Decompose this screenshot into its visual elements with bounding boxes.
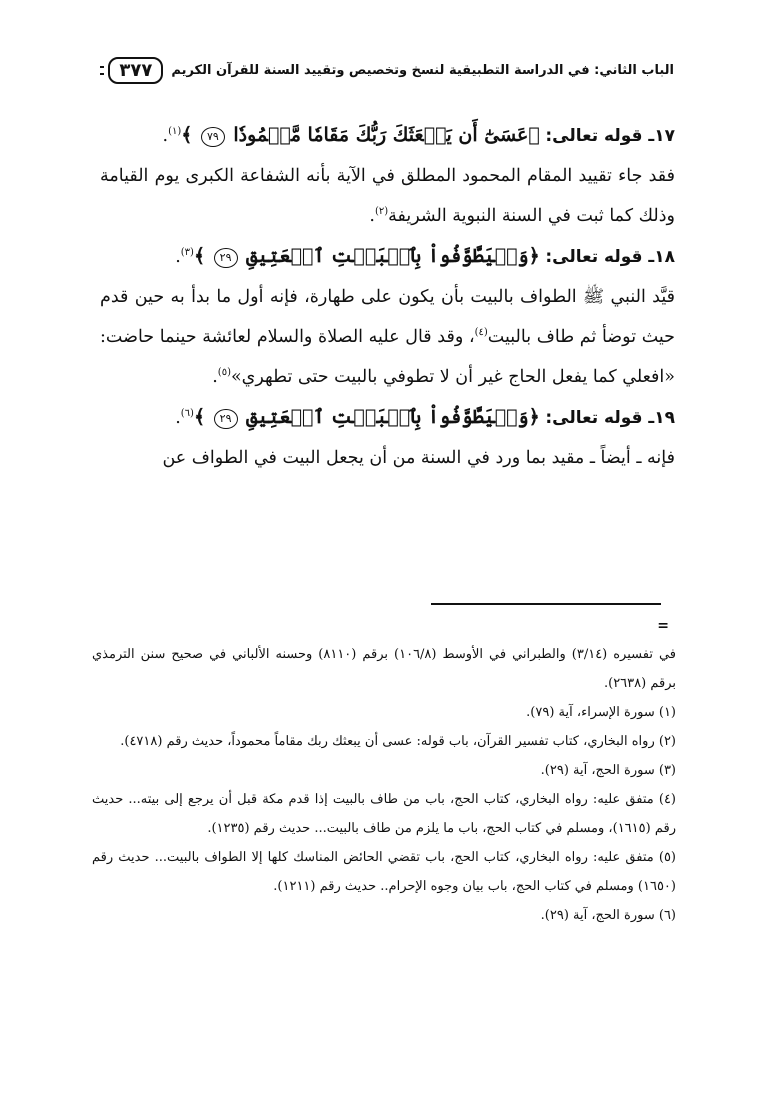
paragraph-17-end: . bbox=[369, 206, 375, 226]
footnote-2: (٢) رواه البخاري، كتاب تفسير القرآن، باب قوله: عسى أن يبعثك ربك مقاماً محموداً، حديث رقم (٤٧١٨). bbox=[120, 734, 676, 749]
item-18-label: ١٨ـ قوله تعالى: bbox=[545, 247, 675, 267]
footnote-3: (٣) سورة الحج، آية (٢٩). bbox=[540, 763, 676, 778]
footnote-ref: (٤) bbox=[474, 327, 488, 339]
ayah-number-marker: ٧٩ bbox=[201, 127, 225, 147]
footnotes bbox=[92, 640, 676, 930]
footnote-ref: (٢) bbox=[374, 206, 389, 218]
verse-close-bracket: ﴾ bbox=[181, 124, 193, 146]
running-header bbox=[100, 50, 674, 90]
paragraph-18-text-2: ، وقد قال عليه الصلاة والسلام لعائشة حينما حاضت: «افعلي كما يفعل الحاج غير أن لا تطوفي بالبيت حتى تطهري» bbox=[100, 327, 675, 387]
paragraph-17-text: فقد جاء تقييد المقام المحمود المطلق في الآية بأنه الشفاعة الكبرى يوم القيامة وذلك كما ثبت في السنة النبوية الشريفة bbox=[100, 166, 675, 226]
footnote-5: (٥) متفق عليه: رواه البخاري، كتاب الحج، باب تقضي الحائض المناسك كلها إلا الطواف بالبيت... حديث رقم (١٦٥٠) ومسلم في كتاب الحج، باب بيان وجوه الإحرام.. حديث رقم (١٢١١). bbox=[92, 850, 676, 894]
header-title: الباب الثاني: في الدراسة التطبيقية لنسخ وتخصيص وتقييد السنة للقرآن الكريم bbox=[171, 62, 674, 78]
paragraph-17 bbox=[100, 156, 675, 236]
header-tail-rule bbox=[100, 66, 104, 75]
ayah-number-marker: ٢٩ bbox=[214, 409, 238, 429]
item-17-verse: ﴿عَسَىٰٓ أَن يَبۡعَثَكَ رَبُّكَ مَقَامٗا مَّحۡمُودٗا bbox=[233, 124, 540, 146]
footnote-ref: (١) bbox=[168, 126, 182, 138]
item-19 bbox=[100, 397, 675, 438]
item-18 bbox=[100, 236, 675, 277]
footnote-4: (٤) متفق عليه: رواه البخاري، كتاب الحج، باب من طاف بالبيت إذا قدم مكة قبل أن يرجع إلى بيته... حديث رقم (١٦١٥)، ومسلم في كتاب الحج، باب ما يلزم من طاف بالبيت... حديث رقم (١٢٣٥). bbox=[92, 792, 676, 836]
footnote-ref: (٣) bbox=[180, 247, 194, 259]
footnote-continuation: في تفسيره (٣/١٤) والطبراني في الأوسط (١٠٦/٨) برقم (٨١١٠) وحسنه الألباني في صحيح سنن الترمذي برقم (٢٦٣٨). bbox=[92, 647, 676, 691]
verse-close-bracket: ﴾ bbox=[193, 406, 206, 428]
paragraph-19 bbox=[100, 438, 675, 478]
item-17-end: . bbox=[162, 126, 169, 146]
footnote-6: (٦) سورة الحج، آية (٢٩). bbox=[540, 908, 676, 923]
verse-close-bracket: ﴾ bbox=[193, 245, 206, 267]
page-number: ٣٧٧ bbox=[108, 57, 163, 84]
paragraph-18 bbox=[100, 277, 675, 397]
item-19-label: ١٩ـ قوله تعالى: bbox=[545, 408, 675, 428]
footnote-ref: (٥) bbox=[217, 367, 231, 379]
item-17 bbox=[100, 115, 675, 156]
footnote-ref: (٦) bbox=[180, 408, 194, 420]
main-text bbox=[100, 115, 675, 478]
item-19-verse: ﴿وَلۡيَطَّوَّفُواْ بِٱلۡبَيۡتِ ٱلۡعَتِيقِ bbox=[246, 406, 540, 428]
paragraph-18-text-1: قيَّد النبي ﷺ الطواف بالبيت بأن يكون على طهارة، فإنه أول ما بدأ به حين قدم حيث توضأ ثم طاف بالبيت bbox=[100, 287, 675, 347]
item-19-end: . bbox=[175, 408, 181, 428]
footnote-continuation-mark: = bbox=[657, 618, 669, 634]
paragraph-19-text: فإنه ـ أيضاً ـ مقيد بما ورد في السنة من أن يجعل البيت في الطواف عن bbox=[162, 448, 675, 468]
item-18-end: . bbox=[175, 247, 181, 267]
paragraph-18-end: . bbox=[212, 367, 218, 387]
item-18-verse: ﴿وَلۡيَطَّوَّفُواْ بِٱلۡبَيۡتِ ٱلۡعَتِيقِ bbox=[246, 245, 540, 267]
item-17-label: ١٧ـ قوله تعالى: bbox=[545, 126, 675, 146]
footnote-1: (١) سورة الإسراء، آية (٧٩). bbox=[526, 705, 676, 720]
footnote-separator bbox=[431, 603, 661, 605]
ayah-number-marker: ٢٩ bbox=[214, 248, 238, 268]
